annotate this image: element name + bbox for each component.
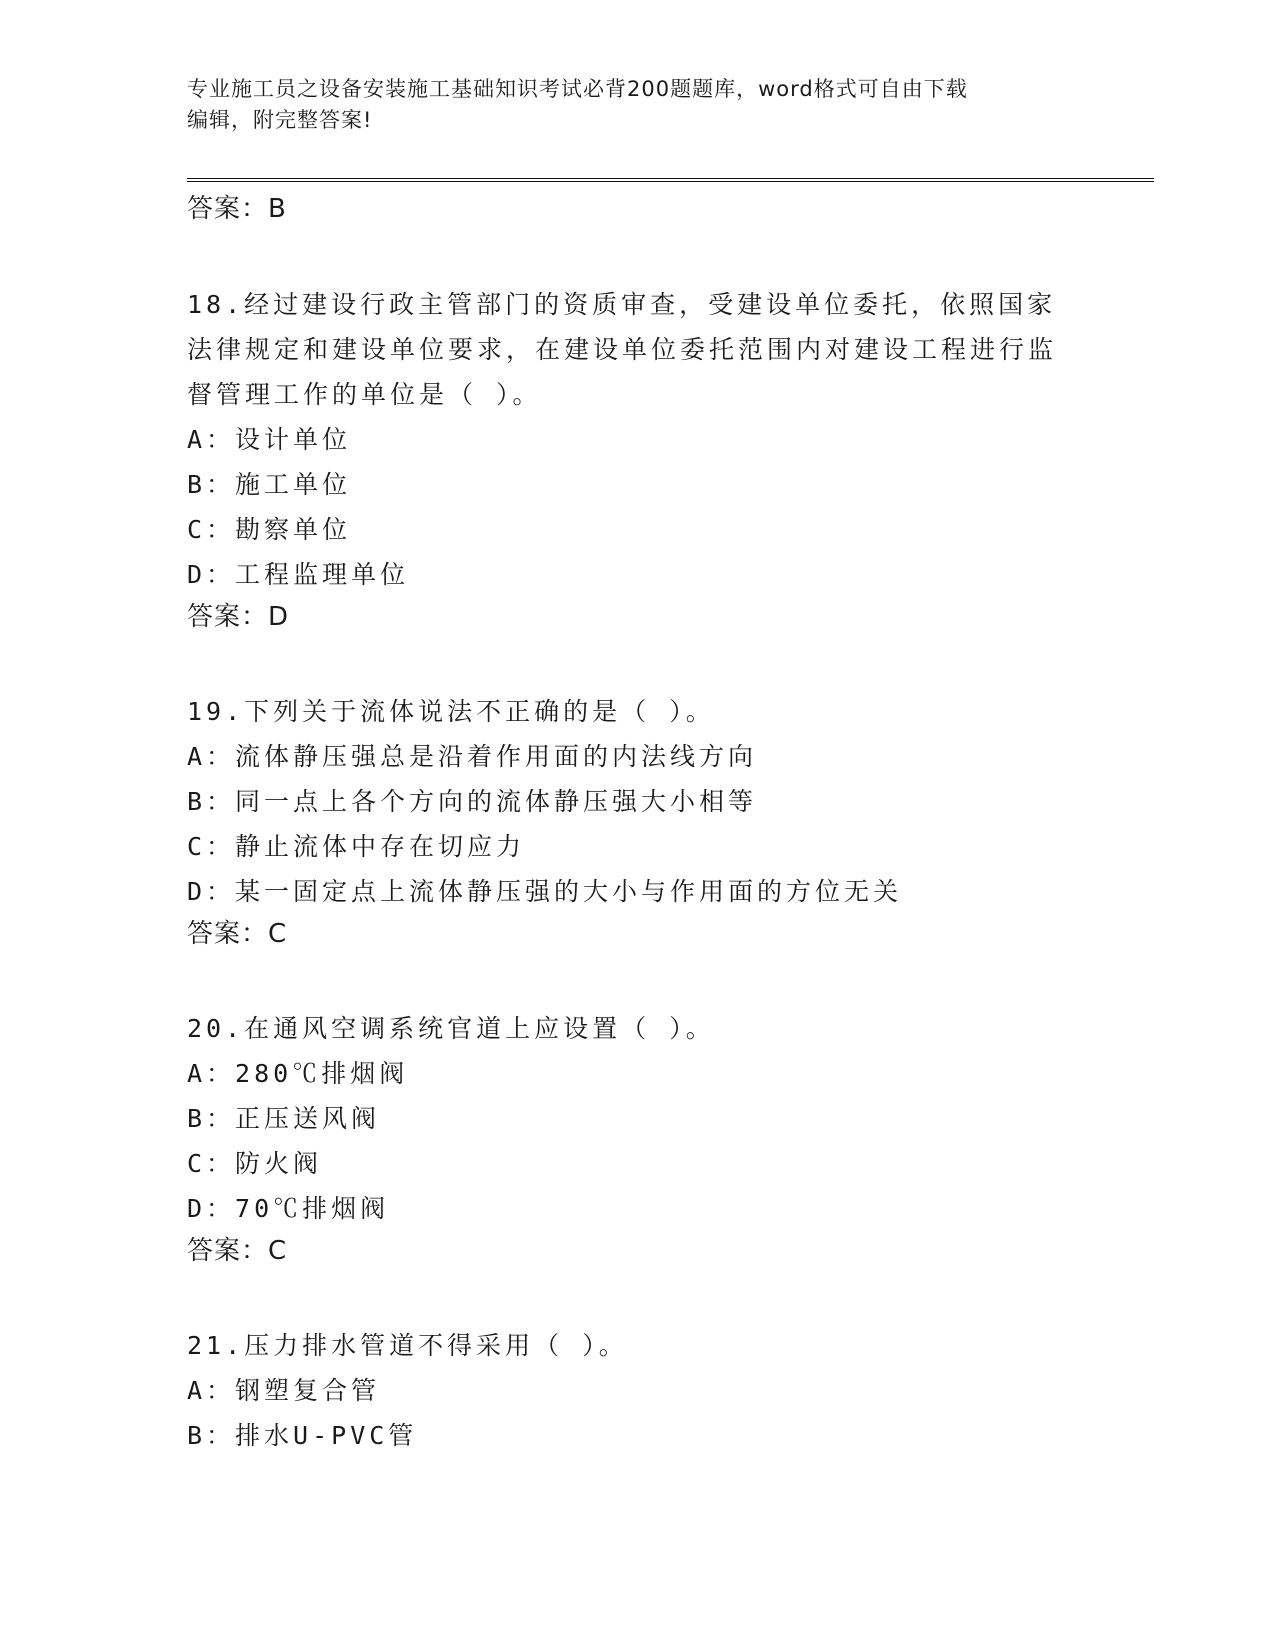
header-line-2: 编辑，附完整答案! [187, 108, 373, 132]
answer-17: 答案：B [187, 194, 287, 224]
option-c: C：防火阀 [187, 1149, 323, 1178]
question-18 [187, 282, 1087, 635]
option-a: A：280℃排烟阀 [187, 1059, 409, 1088]
option-b: B：同一点上各个方向的流体静压强大小相等 [187, 787, 758, 816]
option-a: A：设计单位 [187, 425, 352, 454]
option-d: D：70℃排烟阀 [187, 1194, 390, 1223]
question-19 [187, 689, 1087, 952]
header-line-1: 专业施工员之设备安装施工基础知识考试必背200题题库，word格式可自由下载 [187, 77, 968, 101]
answer: 答案：D [187, 602, 290, 632]
header-divider [187, 178, 1154, 182]
page-header [187, 74, 1087, 136]
option-a: A：钢塑复合管 [187, 1376, 381, 1405]
option-a: A：流体静压强总是沿着作用面的内法线方向 [187, 742, 758, 771]
question-stem: 18.经过建设行政主管部门的资质审查，受建设单位委托，依照国家法律规定和建设单位要求，在建设单位委托范围内对建设工程进行监督管理工作的单位是（ ）。 [187, 290, 1058, 409]
option-d: D：工程监理单位 [187, 560, 410, 589]
question-stem: 21.压力排水管道不得采用（ ）。 [187, 1331, 628, 1360]
option-c: C：静止流体中存在切应力 [187, 832, 526, 861]
answer: 答案：C [187, 1236, 288, 1266]
option-b: B：正压送风阀 [187, 1104, 381, 1133]
question-20 [187, 1006, 1087, 1269]
question-stem: 20.在通风空调系统官道上应设置（ ）。 [187, 1014, 715, 1043]
answer: 答案：C [187, 919, 288, 949]
document-body [187, 191, 1087, 1458]
option-b: B：排水U-PVC管 [187, 1421, 418, 1450]
question-stem: 19.下列关于流体说法不正确的是（ ）。 [187, 697, 715, 726]
option-b: B：施工单位 [187, 470, 352, 499]
option-c: C：勘察单位 [187, 515, 352, 544]
question-21 [187, 1323, 1087, 1458]
option-d: D：某一固定点上流体静压强的大小与作用面的方位无关 [187, 877, 903, 906]
